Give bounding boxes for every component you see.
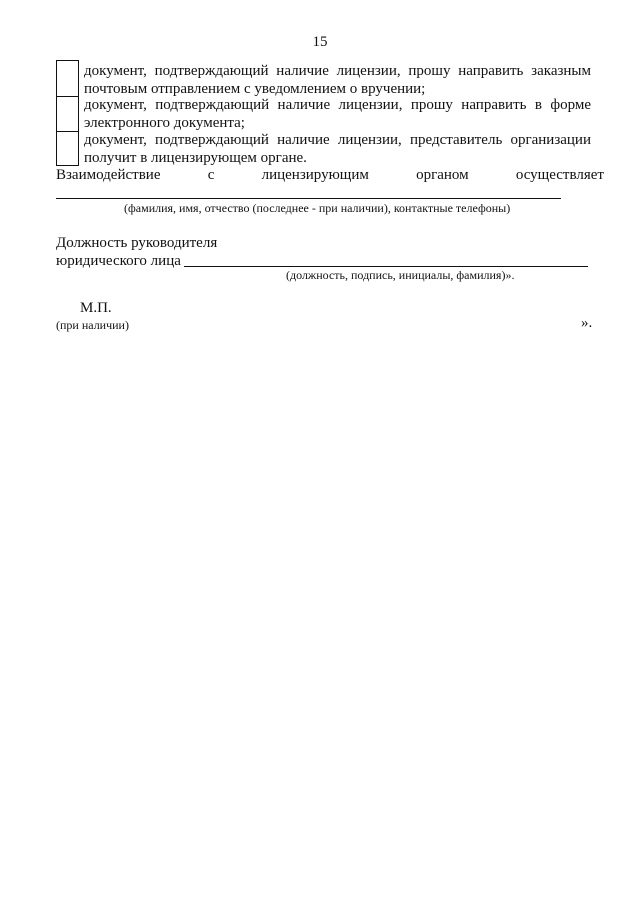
contact-person-caption: (фамилия, имя, отчество (последнее - при наличии), контактные телефоны) <box>124 201 511 215</box>
option-in-person <box>84 131 591 167</box>
interaction-word: органом <box>416 167 469 183</box>
option-in-person-line2: получит в лицензирующем органе. <box>84 150 307 166</box>
head-signature-line <box>184 266 588 267</box>
option-mail-line2: почтовым отправлением с уведомлением о вручении; <box>84 81 426 97</box>
option-electronic-line1: документ, подтверждающий наличие лицензии, прошу направить в форме <box>84 97 591 113</box>
page-number: 15 <box>312 34 328 50</box>
head-position-label: Должность руководителя <box>56 235 218 251</box>
option-mail <box>84 62 591 98</box>
checkbox-divider <box>57 96 78 97</box>
checkbox-divider <box>57 131 78 132</box>
interaction-word: с <box>207 167 215 183</box>
seal-label: М.П. <box>80 300 112 316</box>
option-in-person-line1: документ, подтверждающий наличие лицензии, представитель организации <box>84 132 591 148</box>
contact-person-line <box>56 198 561 199</box>
option-electronic-line2: электронного документа; <box>84 115 245 131</box>
option-electronic <box>84 96 591 132</box>
option-mail-line1: документ, подтверждающий наличие лицензии, прошу направить заказным <box>84 63 591 79</box>
closing-quote: ». <box>581 315 593 331</box>
checkbox-group <box>56 60 79 166</box>
head-legal-entity-label: юридического лица <box>56 253 181 269</box>
seal-note: (при наличии) <box>56 318 129 332</box>
interaction-statement <box>56 166 604 184</box>
interaction-word: Взаимодействие <box>56 167 161 183</box>
checkbox-top-border <box>57 60 78 61</box>
interaction-word: лицензирующим <box>261 167 369 183</box>
head-signature-caption: (должность, подпись, инициалы, фамилия)». <box>286 268 515 282</box>
interaction-word: осуществляет <box>515 167 604 183</box>
